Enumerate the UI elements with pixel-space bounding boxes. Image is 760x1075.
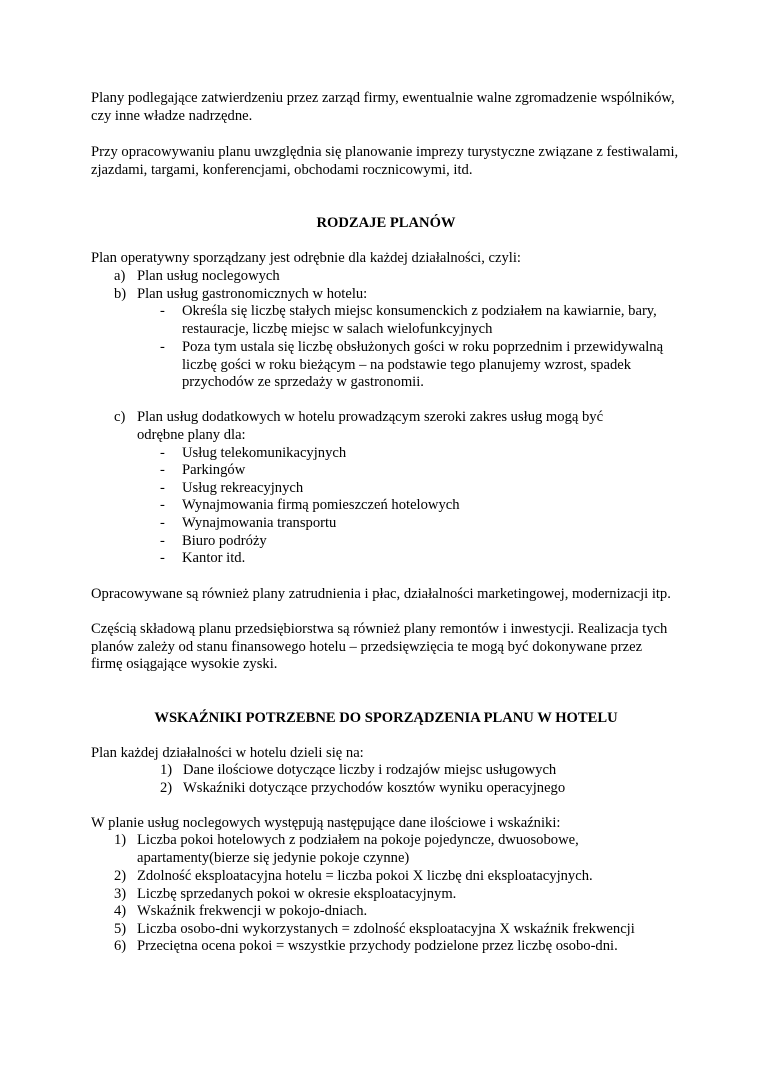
dash-marker: - (160, 533, 165, 549)
list-item-text: Plan usług dodatkowych w hotelu prowadzącym szeroki zakres usług mogą być odrębne plany dla: (137, 409, 604, 443)
sub-item (160, 339, 670, 392)
number-marker: 5) (114, 921, 127, 937)
list-item-c (114, 409, 644, 444)
section1-paragraph-3: Opracowywane są również plany zatrudnienia i płac, działalności marketingowej, modernizacji itp. (91, 586, 671, 602)
dash-marker: - (160, 550, 165, 566)
sub-item-text: Wynajmowania firmą pomieszczeń hotelowych (182, 497, 460, 513)
number-marker: 4) (114, 903, 127, 919)
list-item-text: Plan usług noclegowych (137, 268, 280, 284)
number-marker: 1) (160, 762, 173, 778)
sub-item-text: Wynajmowania transportu (182, 515, 337, 531)
dash-marker: - (160, 303, 165, 319)
list-marker: a) (114, 268, 126, 284)
list-marker: c) (114, 409, 126, 425)
numbered-item-text: Liczbę sprzedanych pokoi w okresie eksploatacyjnym. (137, 886, 457, 902)
dash-marker: - (160, 497, 165, 513)
sub-item-text: Usług telekomunikacyjnych (182, 445, 347, 461)
list-item-text: Plan usług gastronomicznych w hotelu: (137, 286, 368, 302)
sub-item-text: Kantor itd. (182, 550, 246, 566)
section2-lead: Plan każdej działalności w hotelu dzieli się na: (91, 745, 364, 761)
sub-item-text: Biuro podróży (182, 533, 267, 549)
section-title-wskazniki: WSKAŹNIKI POTRZEBNE DO SPORZĄDZENIA PLANU W HOTELU (154, 710, 618, 726)
section1-paragraph-4: Częścią składową planu przedsiębiorstwa są również plany remontów i inwestycji. Realizacja tych planów zależy od stanu finansowego hotelu – przedsięwzięcia te mogą być dokonywane przez firmę osiągające wysokie zyski. (91, 621, 668, 673)
numbered-item-text: Dane ilościowe dotyczące liczby i rodzajów miejsc usługowych (183, 762, 557, 778)
dash-marker: - (160, 445, 165, 461)
sub-item-text: Poza tym ustala się liczbę obsłużonych gości w roku poprzednim i przewidywalną liczbę gości w roku bieżącym – na podstawie tego planujemy wzrost, spadek przychodów ze sprzedaży w gastronomii. (182, 339, 664, 391)
dash-marker: - (160, 515, 165, 531)
section1-lead: Plan operatywny sporządzany jest odrębnie dla każdej działalności, czyli: (91, 250, 521, 266)
dash-marker: - (160, 462, 165, 478)
number-marker: 6) (114, 938, 127, 954)
sub-item-text: Parkingów (182, 462, 246, 478)
number-marker: 2) (114, 868, 127, 884)
numbered-item-text: Wskaźniki dotyczące przychodów kosztów wyniku operacyjnego (183, 780, 566, 796)
number-marker: 1) (114, 832, 127, 848)
numbered-item-text: Liczba pokoi hotelowych z podziałem na pokoje pojedyncze, dwuosobowe, apartamenty(bierze się jedynie pokoje czynne) (137, 832, 579, 866)
section-title-rodzaje-planow: RODZAJE PLANÓW (316, 215, 456, 231)
sub-item-text: Określa się liczbę stałych miejsc konsumenckich z podziałem na kawiarnie, bary, restauracje, liczbę miejsc w salach wielofunkcyjnych (182, 303, 657, 337)
dash-marker: - (160, 480, 165, 496)
section2-lead-2: W planie usług noclegowych występują następujące dane ilościowe i wskaźniki: (91, 815, 561, 831)
numbered-item (114, 832, 644, 867)
sub-item (160, 303, 670, 338)
sub-item-text: Usług rekreacyjnych (182, 480, 304, 496)
number-marker: 2) (160, 780, 173, 796)
number-marker: 3) (114, 886, 127, 902)
list-marker: b) (114, 286, 127, 302)
numbered-item-text: Wskaźnik frekwencji w pokojo-dniach. (137, 903, 368, 919)
numbered-item-text: Liczba osobo-dni wykorzystanych = zdolność eksploatacyjna X wskaźnik frekwencji (137, 921, 635, 937)
intro-paragraph-2: Przy opracowywaniu planu uwzględnia się planowanie imprezy turystyczne związane z festiwalami, zjazdami, targami, konferencjami, obchodami rocznicowymi, itd. (91, 144, 679, 178)
numbered-item-text: Zdolność eksploatacyjna hotelu = liczba pokoi X liczbę dni eksploatacyjnych. (137, 868, 593, 884)
dash-marker: - (160, 339, 165, 355)
intro-paragraph-1: Plany podlegające zatwierdzeniu przez zarząd firmy, ewentualnie walne zgromadzenie wspólników, czy inne władze nadrzędne. (91, 90, 675, 124)
numbered-item-text: Przeciętna ocena pokoi = wszystkie przychody podzielone przez liczbę osobo-dni. (137, 938, 618, 954)
